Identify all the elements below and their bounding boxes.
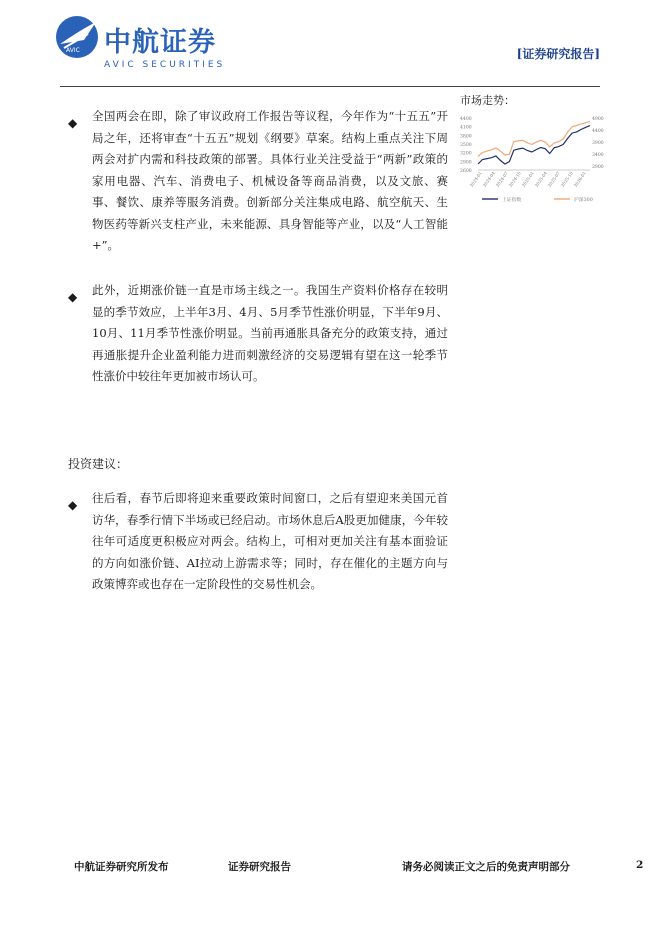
- page-number: 2: [636, 859, 644, 871]
- chart-title: 市场走势：: [460, 94, 515, 107]
- x-tick-label: 2024-01: [468, 170, 483, 188]
- y-left-tick-label: 4400: [460, 117, 472, 122]
- legend-label: 上证指数: [502, 198, 522, 203]
- footer-publisher: 中航证券研究所发布: [74, 861, 169, 873]
- x-tick-label: 2026-01: [572, 170, 587, 188]
- bullet-diamond-icon: ◆: [68, 498, 78, 512]
- y-left-tick-label: 3200: [460, 151, 472, 157]
- paragraph-price-chain: 此外，近期涨价链一直是市场主线之一。我国生产资料价格存在较明显的季节效应，上半年3月、4月、5月季节性涨价明显，下半年9月、10月、11月季节性涨价明显。当前再通胀具备充分的政策支持，通过再通胀提升企业盈利能力进而刺激经济的交易逻辑有望在这一轮季节性涨价中较往年更加被市场认可。: [92, 283, 448, 383]
- avic-emblem-icon: [54, 14, 100, 60]
- y-left-tick-label: 2600: [460, 169, 472, 174]
- y-left-tick-label: 2900: [460, 160, 472, 166]
- y-right-tick-label: 3900: [592, 141, 604, 146]
- brand-logo: [54, 14, 234, 70]
- x-tick-label: 2024-10: [507, 170, 522, 188]
- market-trend-chart: [458, 110, 608, 206]
- y-right-tick-label: 4900: [592, 117, 604, 122]
- y-left-tick-label: 3500: [460, 143, 472, 148]
- header-divider: [60, 86, 600, 87]
- legend-label: 沪深300: [574, 198, 593, 203]
- x-tick-label: 2025-04: [533, 170, 548, 188]
- paragraph-advice: 往后看，春节后即将迎来重要政策时间窗口，之后有望迎来美国元首访华，春季行情下半场或已经启动。市场休息后A股更加健康，今年较往年可适度更积极应对两会。结构上，可相对更加关注有基本面验证的方向如涨价链、AI拉动上游需求等；同时，存在催化的主题方向与政策博弈或也存在一定阶段性的交易性机会。: [92, 491, 448, 591]
- brand-name-cn: 中航证券: [104, 27, 216, 58]
- x-tick-label: 2025-01: [520, 170, 535, 188]
- logo-badge-text: AVIC: [66, 47, 80, 54]
- paragraph-policy: 全国两会在即，除了审议政府工作报告等议程，今年作为“十五五”开局之年，还将审查“十五五”规划《纲要》草案。结构上重点关注下周两会对扩内需和科技政策的部署。具体行业关注受益于“两新”政策的家用电器、汽车、消费电子、机械设备等商品消费，以及文旅、赛事、餐饮、康养等服务消费。创新部分关注集成电路、航空航天、生物医药等新兴支柱产业，未来能源、具身智能等产业，以及“人工智能+”。: [92, 109, 448, 252]
- x-tick-label: 2024-04: [481, 170, 496, 188]
- y-left-tick-label: 4100: [460, 125, 472, 131]
- y-right-tick-label: 2900: [592, 165, 604, 170]
- footer-disclaimer: 请务必阅读正文之后的免责声明部分: [402, 861, 570, 873]
- y-right-tick-label: 4400: [592, 129, 604, 134]
- x-tick-label: 2025-07: [546, 170, 561, 188]
- x-tick-label: 2025-10: [559, 170, 574, 188]
- y-right-tick-label: 3400: [592, 153, 604, 158]
- brand-name-en: AVIC SECURITIES: [104, 60, 226, 70]
- footer-report-type: 证券研究报告: [228, 861, 291, 873]
- y-left-tick-label: 3800: [460, 134, 472, 140]
- bullet-diamond-icon: ◆: [68, 116, 78, 130]
- report-type-tag: [证券研究报告]: [516, 47, 600, 61]
- section-label-advice: 投资建议：: [68, 457, 129, 471]
- x-tick-label: 2024-07: [494, 170, 509, 188]
- bullet-diamond-icon: ◆: [68, 290, 78, 304]
- series-line-sse-index: [478, 126, 590, 164]
